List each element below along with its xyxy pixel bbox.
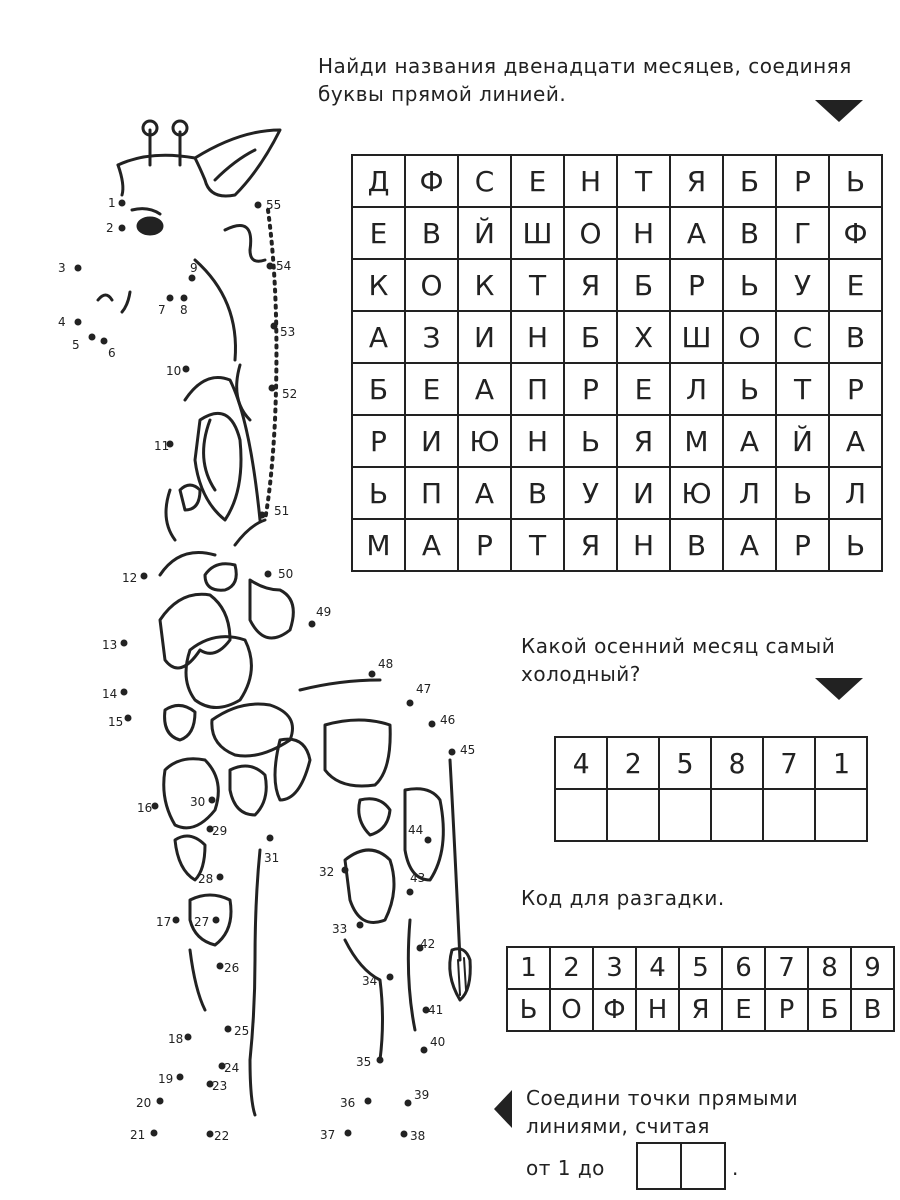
giraffe-dot[interactable] [207,1131,214,1138]
code-digit-cell: 7 [763,737,815,789]
giraffe-dot[interactable] [181,295,188,302]
giraffe-dot-number: 22 [214,1129,230,1143]
word-search-cell[interactable]: Я [564,519,617,571]
giraffe-dot-number: 21 [130,1128,146,1142]
word-search-cell[interactable]: Б [617,259,670,311]
giraffe-dot-number: 55 [266,198,282,212]
giraffe-dot-number: 18 [168,1032,184,1046]
word-search-instruction-line1: Найди названия двенадцати месяцев, соединяя [318,54,852,78]
giraffe-dot-number: 1 [108,196,116,210]
key-digit-cell: 7 [765,947,808,989]
word-search-instruction-line2: буквы прямой линией. [318,82,567,106]
giraffe-dot[interactable] [209,797,216,804]
giraffe-dot-number: 46 [440,713,456,727]
giraffe-dot-to-dot-illustration [0,100,490,1200]
answer-row [555,789,867,841]
word-search-cell[interactable]: Е [829,259,882,311]
giraffe-dot-number: 11 [154,439,170,453]
word-search-cell[interactable]: А [723,415,776,467]
word-search-cell[interactable]: Р [776,155,829,207]
word-search-cell[interactable]: Л [670,363,723,415]
giraffe-dot-number: 49 [316,605,332,619]
giraffe-dot[interactable] [213,917,220,924]
key-digit-cell: 6 [722,947,765,989]
giraffe-dot[interactable] [167,295,174,302]
giraffe-dot-number: 43 [410,871,426,885]
giraffe-dot-number: 38 [410,1129,426,1143]
word-search-cell[interactable]: К [352,259,405,311]
giraffe-dot-number: 24 [224,1061,240,1075]
word-search-cell[interactable]: Ь [776,467,829,519]
word-search-cell[interactable]: В [670,519,723,571]
giraffe-dot-number: 14 [102,687,118,701]
giraffe-dot-number: 51 [274,504,290,518]
word-search-cell[interactable]: Е [617,363,670,415]
giraffe-dot[interactable] [429,721,436,728]
word-search-cell[interactable]: У [776,259,829,311]
giraffe-dot[interactable] [269,385,276,392]
giraffe-dot[interactable] [75,319,82,326]
giraffe-dot-number: 4 [58,315,66,329]
word-search-cell[interactable]: В [405,207,458,259]
giraffe-dot-number: 26 [224,961,240,975]
giraffe-dot-number: 48 [378,657,394,671]
giraffe-dot[interactable] [225,1026,232,1033]
key-digit-cell: 4 [636,947,679,989]
giraffe-dot[interactable] [177,1074,184,1081]
giraffe-dot-number: 37 [320,1128,336,1142]
word-search-cell[interactable]: Р [564,363,617,415]
giraffe-dot[interactable] [267,835,274,842]
giraffe-dot-number: 31 [264,851,280,865]
giraffe-dot-number: 19 [158,1072,174,1086]
giraffe-dot-number: 23 [212,1079,228,1093]
word-search-cell[interactable]: Т [617,155,670,207]
key-letter-cell: Р [765,989,808,1031]
giraffe-dot-number: 15 [108,715,124,729]
word-search-cell[interactable]: Ш [670,311,723,363]
giraffe-dot[interactable] [101,338,108,345]
giraffe-dot[interactable] [425,837,432,844]
code-digit-cell: 8 [711,737,763,789]
key-letter-cell: Н [636,989,679,1031]
word-search-cell[interactable]: Я [617,415,670,467]
giraffe-dot[interactable] [121,689,128,696]
range-suffix: . [732,1156,739,1180]
word-search-cell[interactable]: Ю [670,467,723,519]
decode-key-table [506,946,895,1032]
word-search-cell[interactable]: Н [617,519,670,571]
giraffe-dot[interactable] [121,640,128,647]
cold-month-question [521,632,835,688]
word-search-cell[interactable]: В [511,467,564,519]
key-letter-cell: Ф [593,989,636,1031]
giraffe-dot-number: 13 [102,638,118,652]
code-answer-table [554,736,868,842]
giraffe-dot[interactable] [152,803,159,810]
key-letter-cell: Б [808,989,851,1031]
word-search-cell[interactable]: З [405,311,458,363]
word-search-cell[interactable]: Й [776,415,829,467]
giraffe-dot[interactable] [119,200,126,207]
giraffe-dot-number: 2 [106,221,114,235]
word-search-cell[interactable]: И [458,311,511,363]
giraffe-dot[interactable] [185,1034,192,1041]
key-digits-row [507,947,894,989]
max-number-answer-box[interactable] [636,1142,726,1190]
word-search-cell[interactable]: И [405,415,458,467]
word-search-cell[interactable]: А [670,207,723,259]
giraffe-dot[interactable] [157,1098,164,1105]
giraffe-dot-number: 29 [212,824,228,838]
key-letter-cell: О [550,989,593,1031]
answer-digit-cell[interactable] [680,1144,724,1188]
giraffe-dot-number: 33 [332,922,348,936]
word-search-cell[interactable]: С [458,155,511,207]
word-search-cell[interactable]: М [352,519,405,571]
giraffe-dot-number: 6 [108,346,116,360]
giraffe-dot-number: 47 [416,682,432,696]
word-search-cell[interactable]: Ь [829,519,882,571]
giraffe-dot[interactable] [125,715,132,722]
giraffe-dot[interactable] [151,1130,158,1137]
giraffe-dot-number: 25 [234,1024,250,1038]
giraffe-dot-number: 9 [190,261,198,275]
connect-dots-instruction [526,1084,798,1140]
giraffe-dot-number: 45 [460,743,476,757]
giraffe-dot-number: 17 [156,915,172,929]
giraffe-dot[interactable] [449,749,456,756]
answer-letter-cell[interactable] [607,789,659,841]
giraffe-dot[interactable] [217,963,224,970]
word-search-cell[interactable]: У [564,467,617,519]
word-search-cell[interactable]: Р [352,415,405,467]
word-search-cell[interactable]: Ь [352,467,405,519]
word-search-cell[interactable]: Ь [723,363,776,415]
word-search-cell[interactable]: Ф [405,155,458,207]
code-label: Код для разгадки. [521,886,725,910]
word-search-cell[interactable]: Ш [511,207,564,259]
word-search-cell[interactable]: Р [776,519,829,571]
word-search-cell[interactable]: Б [723,155,776,207]
key-letter-cell: Я [679,989,722,1031]
giraffe-dot[interactable] [369,671,376,678]
key-digit-cell: 3 [593,947,636,989]
giraffe-dot-number: 3 [58,261,66,275]
word-search-cell[interactable]: Л [723,467,776,519]
word-search-cell[interactable]: Д [352,155,405,207]
connect-dots-range [526,1154,605,1182]
giraffe-dot-number: 52 [282,387,298,401]
cold-month-question-line2: холодный? [521,662,641,686]
word-search-cell[interactable]: Ь [564,415,617,467]
word-search-cell[interactable]: А [352,311,405,363]
giraffe-dot[interactable] [89,334,96,341]
key-letter-cell: В [851,989,894,1031]
code-digit-cell: 1 [815,737,867,789]
answer-digit-cell[interactable] [638,1144,680,1188]
word-search-cell[interactable]: Р [670,259,723,311]
giraffe-dot-number: 16 [137,801,153,815]
answer-letter-cell[interactable] [555,789,607,841]
giraffe-dot-number: 36 [340,1096,356,1110]
word-search-cell[interactable]: Н [564,155,617,207]
key-digit-cell: 2 [550,947,593,989]
word-search-cell[interactable]: Б [352,363,405,415]
giraffe-dot[interactable] [365,1098,372,1105]
key-digit-cell: 8 [808,947,851,989]
giraffe-dot[interactable] [265,571,272,578]
giraffe-dot-number: 5 [72,338,80,352]
arrow-left-icon [494,1090,512,1128]
key-letter-cell: Е [722,989,765,1031]
giraffe-dot-number: 12 [122,571,138,585]
giraffe-dot-number: 28 [198,872,214,886]
key-letter-cell: Ь [507,989,550,1031]
giraffe-dot-number: 50 [278,567,294,581]
giraffe-dot[interactable] [407,889,414,896]
word-search-cell[interactable]: К [458,259,511,311]
word-search-cell[interactable]: Ю [458,415,511,467]
word-search-cell[interactable]: А [829,415,882,467]
word-search-cell[interactable]: Я [564,259,617,311]
word-search-cell[interactable]: Р [829,363,882,415]
giraffe-dot-number: 27 [194,915,210,929]
word-search-cell[interactable]: Е [405,363,458,415]
word-search-cell[interactable]: М [670,415,723,467]
giraffe-dot[interactable] [141,573,148,580]
code-digit-cell: 4 [555,737,607,789]
word-search-cell[interactable]: О [723,311,776,363]
connect-dots-line2: линиями, считая [526,1114,710,1138]
giraffe-dot-number: 7 [158,303,166,317]
giraffe-dot[interactable] [189,275,196,282]
word-search-cell[interactable]: В [829,311,882,363]
giraffe-dot[interactable] [405,1100,412,1107]
giraffe-dot[interactable] [173,917,180,924]
answer-letter-cell[interactable] [815,789,867,841]
giraffe-numbered-dots [58,196,475,1143]
word-search-cell[interactable]: Н [511,415,564,467]
giraffe-dot-number: 42 [420,937,436,951]
giraffe-dot[interactable] [119,225,126,232]
word-search-cell[interactable]: Е [352,207,405,259]
giraffe-dot[interactable] [387,974,394,981]
giraffe-dot[interactable] [342,867,349,874]
giraffe-dot-number: 54 [276,259,292,273]
giraffe-dot[interactable] [407,700,414,707]
giraffe-dot[interactable] [421,1047,428,1054]
giraffe-dot-number: 41 [428,1003,444,1017]
word-search-cell[interactable]: А [458,467,511,519]
giraffe-dot[interactable] [183,366,190,373]
word-search-cell[interactable]: Т [511,259,564,311]
cold-month-question-line1: Какой осенний месяц самый [521,634,836,658]
word-search-cell[interactable]: Т [511,519,564,571]
giraffe-dot-number: 34 [362,974,378,988]
word-search-cell[interactable]: Г [776,207,829,259]
word-search-cell[interactable]: П [405,467,458,519]
word-search-cell[interactable]: Х [617,311,670,363]
giraffe-dot[interactable] [345,1130,352,1137]
giraffe-dot[interactable] [255,202,262,209]
word-search-cell[interactable]: А [723,519,776,571]
giraffe-dot-number: 10 [166,364,182,378]
giraffe-dot[interactable] [377,1057,384,1064]
word-search-cell[interactable]: И [617,467,670,519]
word-search-cell[interactable]: Й [458,207,511,259]
arrow-down-icon [815,100,863,122]
word-search-cell[interactable]: А [458,363,511,415]
giraffe-dot[interactable] [259,512,266,519]
giraffe-dot[interactable] [401,1131,408,1138]
word-search-cell[interactable]: В [723,207,776,259]
key-letters-row [507,989,894,1031]
giraffe-dot-number: 44 [408,823,424,837]
word-search-cell[interactable]: Т [776,363,829,415]
giraffe-dot-number: 39 [414,1088,430,1102]
giraffe-dot-number: 53 [280,325,296,339]
word-search-cell[interactable]: Б [564,311,617,363]
answer-letter-cell[interactable] [659,789,711,841]
word-search-cell[interactable]: С [776,311,829,363]
answer-letter-cell[interactable] [711,789,763,841]
word-search-cell[interactable]: Е [511,155,564,207]
word-search-cell[interactable]: Ь [829,155,882,207]
giraffe-dot[interactable] [267,263,274,270]
word-search-cell[interactable]: Р [458,519,511,571]
giraffe-dot[interactable] [75,265,82,272]
word-search-cell[interactable]: О [405,259,458,311]
giraffe-dot[interactable] [271,323,278,330]
range-prefix: от 1 до [526,1156,605,1180]
word-search-cell[interactable]: Ф [829,207,882,259]
key-digit-cell: 5 [679,947,722,989]
code-digit-cell: 2 [607,737,659,789]
word-search-cell[interactable]: А [405,519,458,571]
word-search-cell[interactable]: Л [829,467,882,519]
giraffe-dot-number: 8 [180,303,188,317]
giraffe-dot-number: 20 [136,1096,152,1110]
key-digit-cell: 1 [507,947,550,989]
word-search-cell[interactable]: Я [670,155,723,207]
answer-letter-cell[interactable] [763,789,815,841]
giraffe-dot-number: 30 [190,795,206,809]
code-digits-row [555,737,867,789]
word-search-cell[interactable]: Н [617,207,670,259]
word-search-cell[interactable]: О [564,207,617,259]
giraffe-dot-number: 32 [319,865,335,879]
giraffe-dot-number: 40 [430,1035,446,1049]
key-digit-cell: 9 [851,947,894,989]
connect-dots-line1: Соедини точки прямыми [526,1086,799,1110]
giraffe-dot[interactable] [357,922,364,929]
giraffe-dot-number: 35 [356,1055,372,1069]
word-search-cell[interactable]: Н [511,311,564,363]
code-digit-cell: 5 [659,737,711,789]
arrow-down-icon [815,678,863,700]
word-search-cell[interactable]: Ь [723,259,776,311]
word-search-cell[interactable]: П [511,363,564,415]
giraffe-dot[interactable] [217,874,224,881]
giraffe-dot[interactable] [309,621,316,628]
